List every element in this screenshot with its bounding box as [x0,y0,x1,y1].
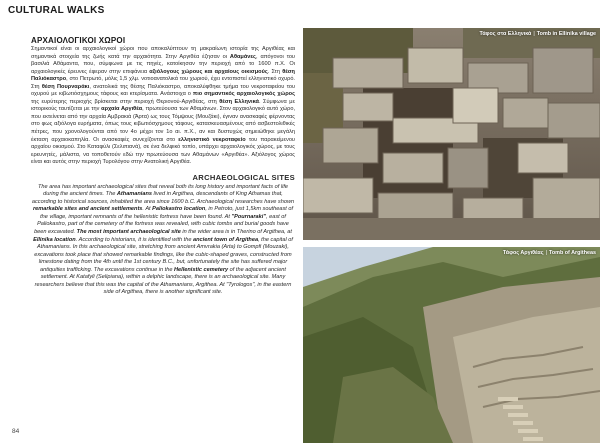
greek-bold: Αθαμάνες [229,53,256,60]
english-text: . According to historians, it is identified with the [75,236,194,243]
greek-text: , πρωτεύουσα των Αθαμάνων. Στον αρχαιολογικό αυτό χώρο, που εκτείνεται από την αρχαία Αμβρακιά (Άρτα) ως τους Τόμψους (Μουζάκι), έγιναν ανασκαφές φέρνοντας στο φως αξιόλογα ευρήματα, όπως τους κιβωτιόσχημους τάφους, κατασκευασμένους από ασβεστολιθικές πέτρες, που χρονολογούνται από τον 4ο μέχρι τον 1ο αι. π.Χ., αν και δυστυχώς σημειώθηκε μεγάλη έκταση αρχαιοκαπηλία. Οι ανασκαφές συνεχίζονται στο [31,106,295,143]
greek-text: . Σύμφωνα με ιστορικούς ταυτίζεται με την [31,98,295,113]
greek-text: , απόγονοι του βασιλιά Αθάμαντα, που, σύμφωνα με τις πηγές, κατοίκησαν την περιοχή από το 1600 π.Χ. Οι αρχαιολογικές έρευνες έφεραν στην επιφάνεια [31,53,295,75]
english-heading: ARCHAEOLOGICAL SITES [192,172,295,182]
page-number: 84 [12,428,20,435]
caption-separator: | [533,31,535,37]
caption-separator: | [545,250,547,256]
greek-paragraph [31,46,295,167]
greek-text: του παρακείμενου αρχαίου οικισμού. Στο Καταφύλι (Σελιπιανά), σε ένα δελφικό τοπίο, υπάρχει αρχαιολογικός χώρος, με τους ερευνητές, μάλιστα, να τοποθετούν εδώ την πρωτεύουσα των Αθαμάνων «Αργιθέα». Αξιόλογος χώρος είναι και αυτός στην περιοχή Τυρολόγου στην Ανατολική Αργιθέα. [31,136,295,166]
english-text: , east of Paliokastro, part of the cemetery of the fortress was revealed, with cubic tombs and burial goods have been excavated. [34,213,289,236]
greek-bold: θέση Πουρναράκι [41,83,90,90]
caption-english: Tomb of Argitheas [548,250,596,256]
english-text: of the adjacent ancient settlement. At Katafyli (Selipiana), within a delphic landscape, there is an archaeological site. Many researchers believe that this was the capital of the Athamanians, Argithea. At "Tyrologos", in the eastern side of Argithea, there is another significant site. [34,266,292,296]
english-bold: Ellinika location [33,236,76,243]
greek-bold: ελληνιστικό νεκροταφείο [178,136,246,143]
photo-tomb-argitheas [303,247,600,443]
english-bold: Paliokastro location [152,206,206,213]
english-text: lived in Argithea, descendants of King Athamas that, according to historical sources, inhabited the area since 1600 b.C. Archaeological researches have shown [31,191,295,205]
english-text: . At [142,206,153,213]
greek-text: , ανατολικά της θέσης Παλιόκαστρο, αποκαλύφθηκε τμήμα του νεκροταφείου του οχυρού με κιβωτιόσχημους τάφους και κτερίσματα. Ανάστοιχα ο [31,83,296,98]
caption-greek: Τάφος στα Ελληνικά [479,31,532,37]
greek-heading: ΑΡΧΑΙΟΛΟΓΙΚΟΙ ΧΩΡΟΙ [31,36,126,45]
english-paragraph [31,184,295,297]
greek-text: της ευρύτερης περιοχής βρίσκεται στην περιοχή Θεριονού-Αργιθέας, στη [31,98,220,105]
mountain-landscape-image [303,247,600,443]
english-text: The area has important archaeological sites that reveal both its long history and important facts of life during the ancient times. The [38,183,288,198]
photo-caption [503,250,596,256]
greek-bold: θέση Ελληνικά [219,98,259,105]
section-title: CULTURAL WALKS [8,5,105,16]
greek-text: Σημαντικοί είναι οι αρχαιολογικοί χώροι που αποκαλύπτουν τη μακραίωνη ιστορία της Αργιθέας και σημαντικά στοιχεία της ζωής κατά την αρχαιότητα. Στην Αργιθέα έζησαν οι [31,46,295,60]
greek-bold: πιο σημαντικός αρχαιολογικός χώρος [192,91,295,98]
page-header [0,0,600,22]
english-bold: The most important archaeological site [76,229,181,236]
english-bold: "Pournaraki" [231,213,266,220]
photo-tomb-ellinika [303,28,600,240]
english-bold: Hellenistic cemetery [174,266,229,273]
english-bold: Athamanians [116,191,152,198]
english-bold: remarkable sites and ancient settlements [32,206,143,213]
greek-text: , στο Πετρωτό, μόλις 1,5 χλμ. νοτιοανατολικά του χωριού, έχει εντοπιστεί ελληνιστικό οχυρό. Στη [31,76,295,90]
english-text: in the wider area is in Therino of Argithea, at [180,229,292,236]
caption-english: Tomb in Ellinika village [536,31,596,37]
caption-greek: Τάφος Αργιθέας [502,250,544,256]
english-text: , in Petroto, just 1,5km southeast of the village, important remnants of the hellenistic fortress have been found. At [40,206,294,220]
greek-bold: αξιόλογους χώρους και αρχαίους οικισμούς [149,68,268,75]
greek-text: . Στη [267,68,283,75]
photo-caption [479,31,596,37]
english-bold: ancient town of Argithea [193,236,259,243]
greek-bold: αρχαία Αργιθέα [101,106,143,113]
text-column [31,36,295,297]
tomb-stones-image [303,28,600,240]
greek-bold: θέση Παλιόκαστρο [31,68,295,83]
english-text: , the capital of Athamanians. In this archaeological site, stretching from ancient Amvrakia (Arta) to Gompfi (Mouzaki), excavations took place that showed remarkable findings, like the cubic-shaped graves, constructed from limestone dating from the 4th until the 1st century B.C., but, unfortunately the site has suffered major antiquities trafficking. The excavations continue in the [34,236,293,273]
